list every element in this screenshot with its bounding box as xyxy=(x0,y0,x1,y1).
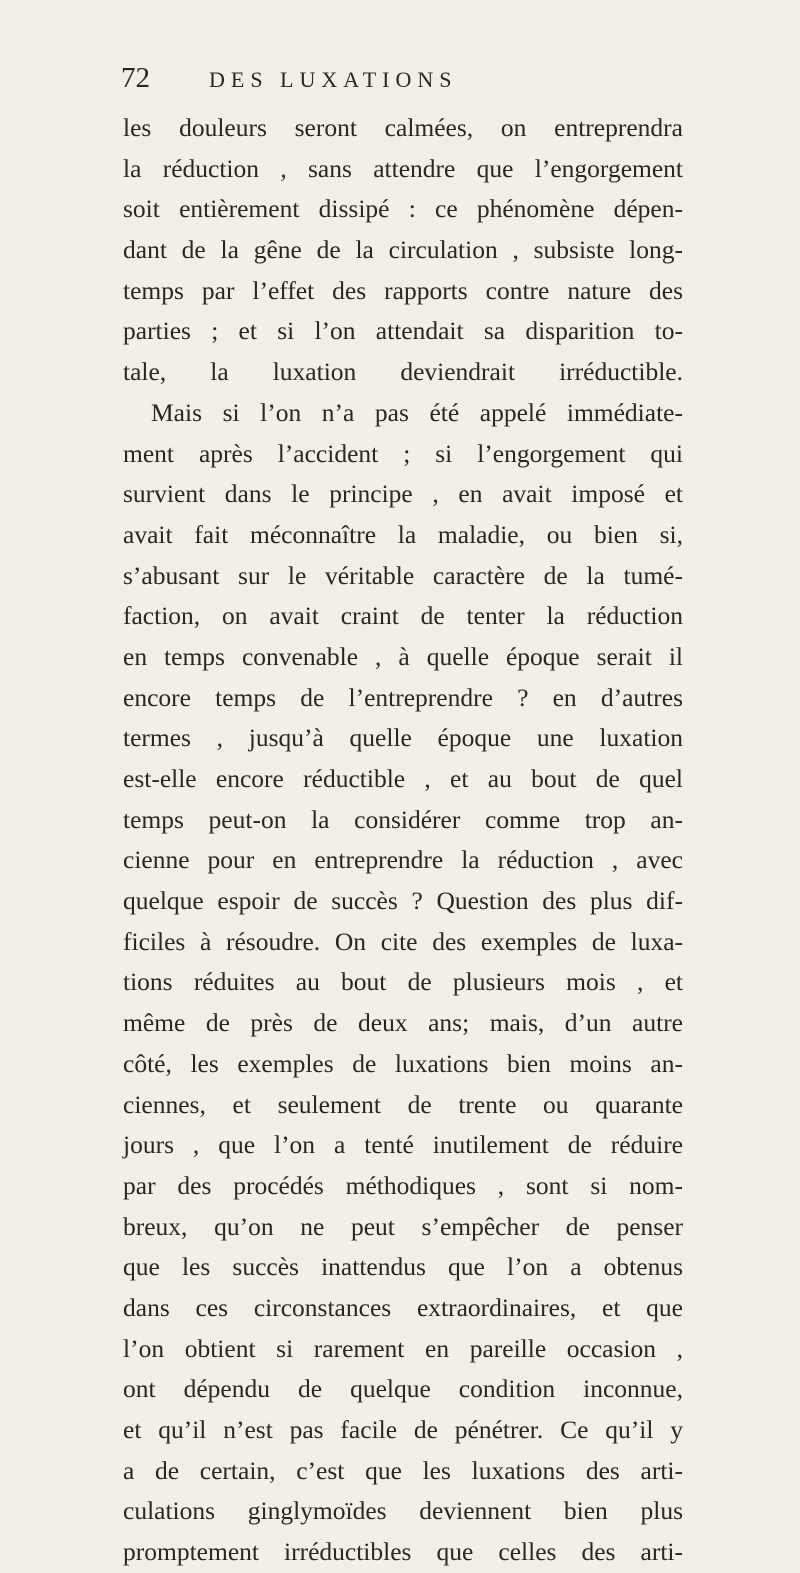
text-line: que les succès inattendus que l’on a obtenus xyxy=(123,1252,683,1282)
text-line: ciennes, et seulement de trente ou quarante xyxy=(123,1089,683,1119)
page-number: 72 xyxy=(121,62,150,94)
page-header xyxy=(121,62,681,102)
text-line: par des procédés méthodiques , sont si nom- xyxy=(123,1170,683,1200)
text-line: promptement irréductibles que celles des arti- xyxy=(123,1537,683,1567)
text-line: dant de la gêne de la circulation , subsiste long- xyxy=(123,235,683,265)
text-line: temps par l’effet des rapports contre nature des xyxy=(123,275,683,305)
text-line: quelque espoir de succès ? Question des plus dif- xyxy=(123,886,683,916)
text-line: encore temps de l’entreprendre ? en d’autres xyxy=(123,682,683,712)
text-line: Mais si l’on n’a pas été appelé immédiate- xyxy=(151,397,683,427)
text-line: tale, la luxation deviendrait irréductible. xyxy=(123,357,683,387)
text-line: a de certain, c’est que les luxations des arti- xyxy=(123,1455,683,1485)
text-line: temps peut-on la considérer comme trop an- xyxy=(123,804,683,834)
running-head: DES LUXATIONS xyxy=(209,67,458,92)
text-line: termes , jusqu’à quelle époque une luxation xyxy=(123,723,683,753)
text-line: cienne pour en entreprendre la réduction , avec xyxy=(123,845,683,875)
text-line: et qu’il n’est pas facile de pénétrer. Ce qu’il y xyxy=(123,1415,683,1444)
text-line: les douleurs seront calmées, on entreprendra xyxy=(123,113,683,142)
text-line: survient dans le principe , en avait imposé et xyxy=(123,479,683,509)
text-line: faction, on avait craint de tenter la réduction xyxy=(123,601,683,631)
text-line: l’on obtient si rarement en pareille occasion , xyxy=(123,1333,683,1363)
text-line: même de près de deux ans; mais, d’un autre xyxy=(123,1008,683,1038)
text-line: avait fait méconnaître la maladie, ou bien si, xyxy=(123,519,683,549)
text-line: s’abusant sur le véritable caractère de la tumé- xyxy=(123,560,683,590)
text-line: jours , que l’on a tenté inutilement de réduire xyxy=(123,1130,683,1160)
text-line: en temps convenable , à quelle époque serait il xyxy=(123,641,683,671)
text-line: ment après l’accident ; si l’engorgement qui xyxy=(123,438,683,468)
text-line: ficiles à résoudre. On cite des exemples de luxa- xyxy=(123,926,683,956)
text-line: côté, les exemples de luxations bien moins an- xyxy=(123,1048,683,1078)
text-line: breux, qu’on ne peut s’empêcher de penser xyxy=(123,1211,683,1241)
text-line: tions réduites au bout de plusieurs mois , et xyxy=(123,967,683,997)
text-line: culations ginglymoïdes deviennent bien plus xyxy=(123,1496,683,1526)
body-text xyxy=(123,108,683,1573)
text-line: la réduction , sans attendre que l’engorgement xyxy=(123,153,683,183)
text-line: ont dépendu de quelque condition inconnue, xyxy=(123,1374,683,1404)
text-line: parties ; et si l’on attendait sa disparition to- xyxy=(123,316,683,346)
text-line: est-elle encore réductible , et au bout de quel xyxy=(123,764,683,793)
text-line: dans ces circonstances extraordinaires, et que xyxy=(123,1292,683,1322)
text-line: soit entièrement dissipé : ce phénomène dépen- xyxy=(123,194,683,224)
